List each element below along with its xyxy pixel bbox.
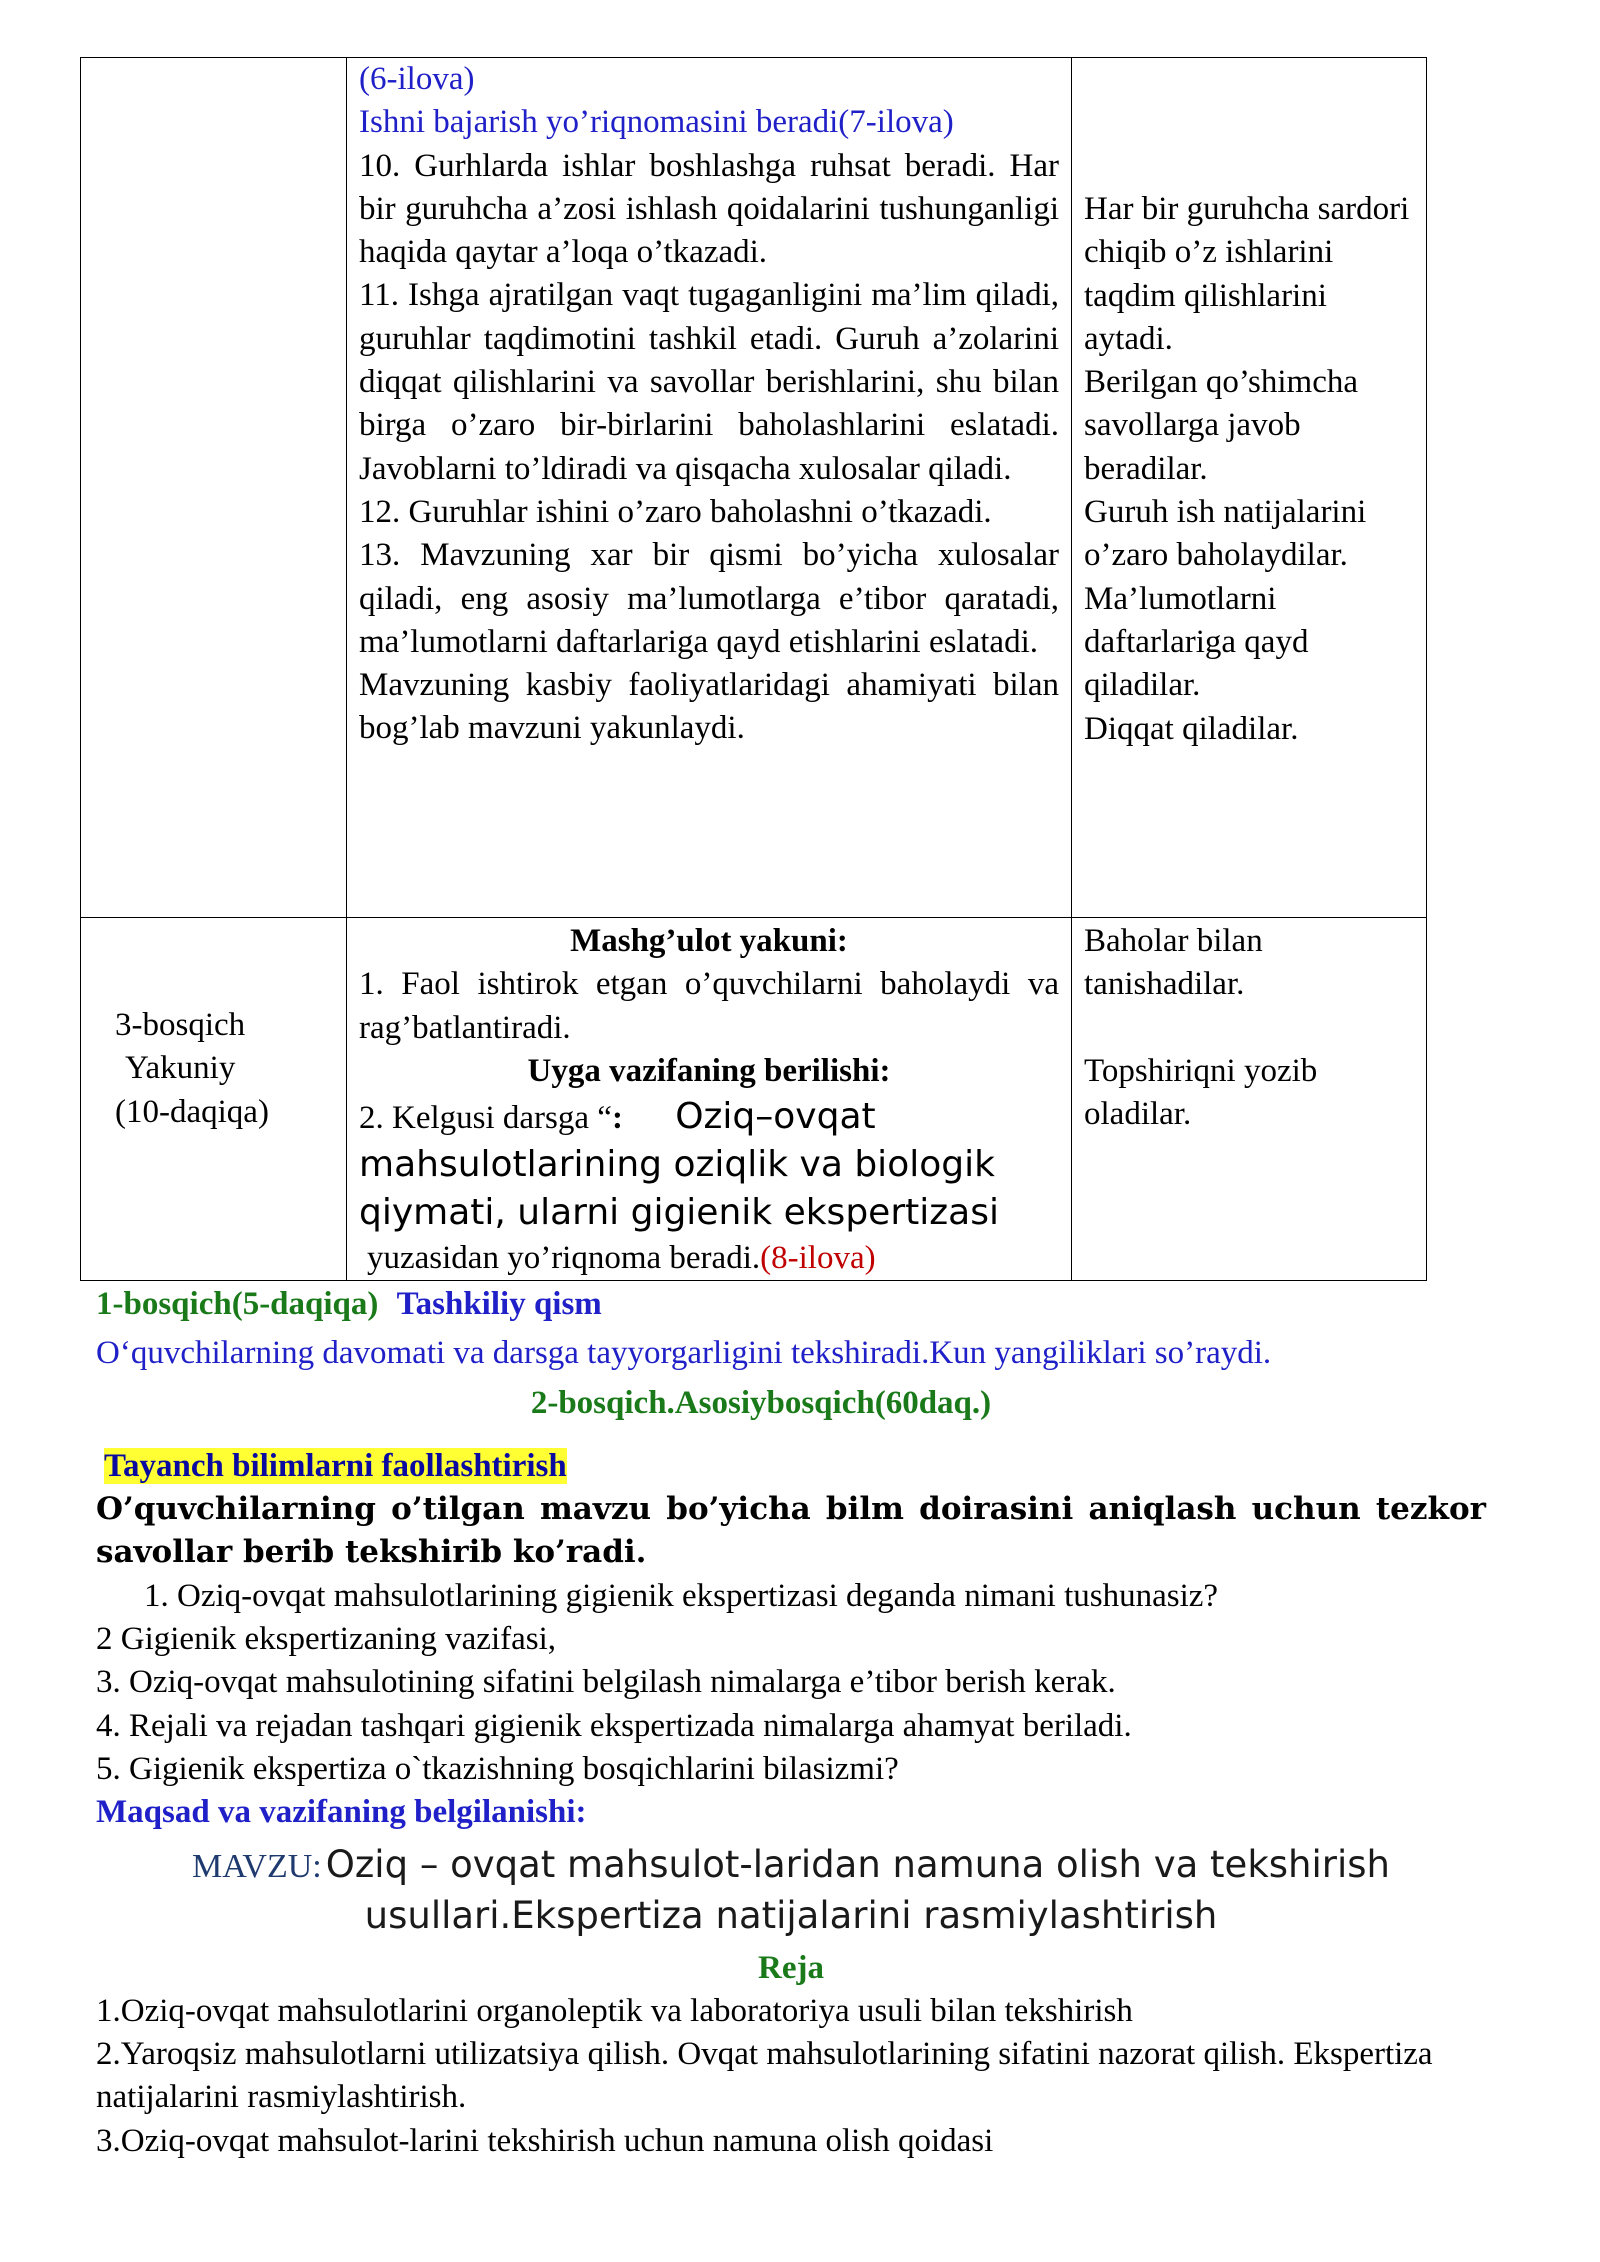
step-11: 11. Ishga ajratilgan vaqt tugaganligini ma’lim qiladi, guruhlar taqdimotini tashkil etadi. Guruh a’zolarini diqqat qilishlarini va savollar berishlarini, shu bilan birga o’zaro bir-birlarini baholashlarini eslatadi. Javoblarni to’ldiradi va qisqacha xulosalar qiladi.: [359, 277, 1059, 487]
homework-topic: Oziq–ovqat mahsulotlarining oziqlik va biologik qiymati, ularni gigienik ekspertizasi: [359, 1096, 999, 1234]
stage1-text: O‘quvchilarning davomati va darsga tayyorgarligini tekshiradi.Kun yangiliklari so’raydi.: [96, 1335, 1272, 1372]
student-line: Topshiriqni yozib oladilar.: [1084, 1052, 1318, 1132]
homework-suffix: yuzasidan yo’riqnoma beradi.: [367, 1240, 761, 1277]
appendix-ref: (6-ilova): [359, 61, 475, 97]
list-item: 3.Oziq-ovqat mahsulot-larini tekshirish uchun namuna olish qoidasi: [96, 2122, 994, 2159]
stage2-title: 2-bosqich.Asosiybosqich(60daq.): [530, 1384, 992, 1421]
table-row: [81, 918, 1427, 1281]
question-list: [96, 1575, 1486, 1791]
stage-number: 3-bosqich: [115, 1007, 246, 1043]
list-item: 1.Oziq-ovqat mahsulotlarini organoleptik va laboratoriya usuli bilan tekshirish: [96, 1992, 1133, 2029]
student-activity-cell: [1072, 918, 1427, 1281]
student-line: Ma’lumotlarni daftarlariga qayd qiladilar.: [1084, 580, 1309, 704]
lesson-table: [80, 57, 1427, 1281]
step-10: 10. Gurhlarda ishlar boshlashga ruhsat beradi. Har bir guruhcha a’zosi ishlash qoidalarini tushunganligi haqida qaytar a’loqa o’tkazadi.: [359, 147, 1059, 271]
student-line: Guruh ish natijalarini o’zaro baholaydilar.: [1084, 494, 1367, 574]
activation-title: [96, 1445, 1486, 1488]
homework-prefix: 2. Kelgusi darsga “: [359, 1100, 612, 1137]
activation-title-text: Tayanch bilimlarni faollashtirish: [104, 1447, 567, 1484]
list-item: 2.Yaroqsiz mahsulotlarni utilizatsiya qilish. Ovqat mahsulotlarining sifatini nazorat qilish. Ekspertiza natijalarini rasmiylashtirish.: [96, 2036, 1433, 2116]
step-13: 13. Mavzuning xar bir qismi bo’yicha xulosalar qiladi, eng asosiy ma’lumotlarga e’tibor qaratadi, ma’lumotlarni daftarlariga qayd etishlarini eslatadi.: [359, 537, 1059, 660]
goal-title: Maqsad va vazifaning belgilanishi:: [96, 1794, 587, 1831]
stage-duration: (10-daqiqa): [115, 1093, 269, 1130]
student-line: Baholar bilan tanishadilar.: [1084, 923, 1263, 1003]
stage1-heading: [96, 1283, 1486, 1326]
main-text: [96, 1283, 1486, 2163]
list-item: 5. Gigienik ekspertiza o`tkazishning bosqichlarini bilasizmi?: [96, 1750, 899, 1787]
homework-colon: :: [611, 1100, 623, 1137]
list-item: 4. Rejali va rejadan tashqari gigienik ekspertizada nimalarga ahamyat beriladi.: [96, 1707, 1132, 1744]
teacher-activity-cell: [347, 918, 1072, 1281]
instruction-line: Ishni bajarish yo’riqnomasini beradi(7-ilova): [359, 104, 954, 141]
stage-cell: [81, 918, 347, 1281]
topic-line-2: usullari.Ekspertiza natijalarini rasmiylashtirish: [364, 1893, 1218, 1937]
list-item: 2 Gigienik ekspertizaning vazifasi,: [96, 1621, 557, 1658]
student-line: Har bir guruhcha sardori chiqib o’z ishlarini taqdim qilishlarini aytadi.: [1084, 191, 1410, 357]
stage1-label: 1-bosqich(5-daqiqa): [96, 1286, 379, 1322]
activation-intro: O’quvchilarning o’tilgan mavzu bo’yicha bilm doirasini aniqlash uchun tezkor savollar berib tekshirib ko’radi.: [96, 1491, 1486, 1571]
lesson-end-heading: Mashg’ulot yakuni:: [570, 923, 848, 959]
student-line: Diqqat qiladilar.: [1084, 710, 1299, 747]
plan-title: Reja: [758, 1949, 824, 1986]
student-activity-cell: [1072, 58, 1427, 918]
homework-heading: Uyga vazifaning berilishi:: [527, 1052, 891, 1089]
student-line: Berilgan qo’shimcha savollarga javob beradilar.: [1084, 364, 1359, 487]
stage-cell: [81, 58, 347, 918]
step-summary: Mavzuning kasbiy faoliyatlaridagi ahamiyati bilan bog’lab mavzuni yakunlaydi.: [359, 667, 1059, 747]
evaluation-step: 1. Faol ishtirok etgan o’quvchilarni baholaydi va rag’batlantiradi.: [359, 966, 1059, 1046]
homework-text: [359, 1093, 1059, 1280]
list-item: 1. Oziq-ovqat mahsulotlarining gigienik ekspertizasi deganda nimani tushunasiz?: [144, 1577, 1219, 1614]
topic-label: MAVZU:: [192, 1847, 322, 1885]
stage1-title: Tashkiliy qism: [396, 1286, 602, 1322]
plan-list: [96, 1990, 1486, 2163]
teacher-activity-cell: [347, 58, 1072, 918]
stage-name: Yakuniy: [125, 1050, 236, 1087]
table-row: [81, 58, 1427, 918]
topic-block: [96, 1839, 1486, 1941]
step-12: 12. Guruhlar ishini o’zaro baholashni o’tkazadi.: [359, 493, 992, 530]
list-item: 3. Oziq-ovqat mahsulotining sifatini belgilash nimalarga e’tibor berish kerak.: [96, 1664, 1116, 1701]
topic-line-1: Oziq – ovqat mahsulot-laridan namuna olish va tekshirish: [325, 1842, 1390, 1886]
appendix-ref: (8-ilova): [760, 1240, 876, 1277]
